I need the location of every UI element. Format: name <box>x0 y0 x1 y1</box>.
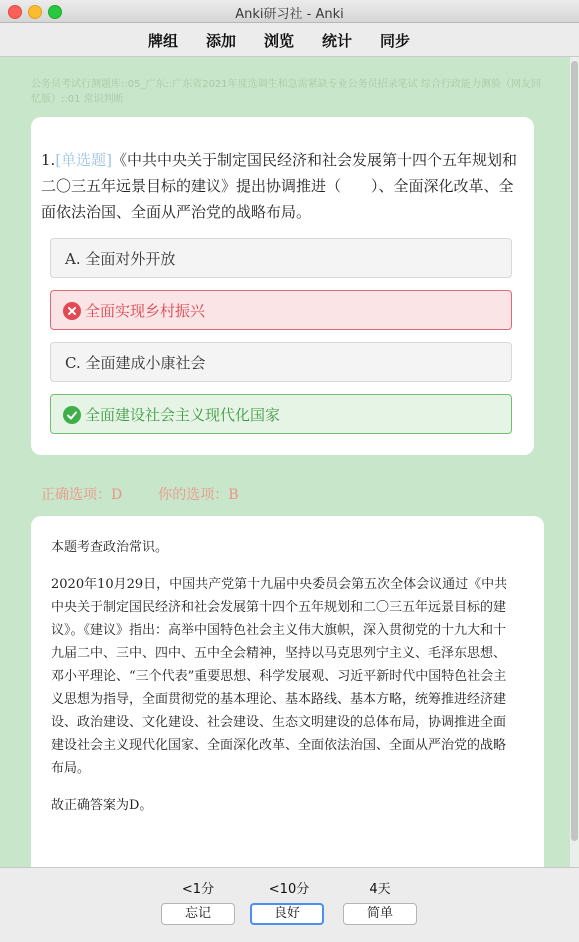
good-button[interactable]: 良好 <box>250 903 324 925</box>
good-interval: <10分 <box>268 882 310 897</box>
your-answer-label: 你的选项：B <box>158 487 239 503</box>
explanation-paragraph: 故正确答案为D。 <box>51 798 153 813</box>
answer-bar <box>0 867 579 942</box>
card-review-area <box>0 57 570 867</box>
question-type-badge: [单选题] <box>55 151 113 169</box>
vertical-scrollbar[interactable] <box>570 57 579 867</box>
explanation-text <box>51 536 517 831</box>
question-text: 《中共中央关于制定国民经济和社会发展第十四个五年规划和二〇三五年远景目标的建议》提出协调推进（ ）、全面深化改革、全面依法治国、全面从严治党的战略布局。 <box>41 151 518 221</box>
option-c-label: C. 全面建成小康社会 <box>65 354 206 372</box>
explanation-card <box>31 516 544 867</box>
option-d-label: 全面建设社会主义现代化国家 <box>85 406 281 424</box>
question-number: 1. <box>41 151 56 169</box>
deck-path: 公务员考试行测题库::05_广东::广东省2021年度选调生和急需紧缺专业公务员招录笔试 综合行政能力测验（网友回忆版）::01 常识判断 <box>31 79 541 105</box>
option-b-wrong[interactable] <box>50 290 512 330</box>
option-a[interactable] <box>50 238 512 278</box>
easy-interval: 4天 <box>369 882 391 897</box>
correct-answer-label: 正确选项：D <box>41 487 123 503</box>
option-a-label: A. 全面对外开放 <box>65 250 176 268</box>
toolbar-sync-button[interactable]: 同步 <box>380 32 411 50</box>
window-titlebar <box>0 0 579 23</box>
window-title: Anki研习社 - Anki <box>235 7 344 22</box>
option-b-label: 全面实现乡村振兴 <box>85 302 206 320</box>
toolbar-decks-button[interactable]: 牌组 <box>148 32 179 50</box>
explanation-paragraph: 本题考查政治常识。 <box>51 540 169 555</box>
check-circle-icon <box>63 406 81 424</box>
x-circle-icon <box>63 302 81 320</box>
question-card <box>31 117 534 455</box>
toolbar-browse-button[interactable]: 浏览 <box>264 32 295 50</box>
easy-button[interactable]: 简单 <box>343 903 417 925</box>
question-text-block <box>41 147 526 225</box>
again-button[interactable]: 忘记 <box>161 903 235 925</box>
answer-summary <box>41 484 275 504</box>
option-d-correct[interactable] <box>50 394 512 434</box>
again-interval: <1分 <box>181 882 215 897</box>
scrollbar-thumb[interactable] <box>571 61 578 841</box>
toolbar-stats-button[interactable]: 统计 <box>322 32 353 50</box>
main-toolbar <box>0 23 579 57</box>
option-c[interactable] <box>50 342 512 382</box>
explanation-paragraph: 2020年10月29日，中国共产党第十九届中央委员会第五次全体会议通过《中共中央关于制定国民经济和社会发展第十四个五年规划和二〇三五年远景目标的建议》。《建议》指出：高举中国特色社会主义伟大旗帜，深入贯彻党的十九大和十九届二中、三中、四中、五中全会精神，坚持以马克思列宁主义、毛泽东思想、邓小平理论、“三个代表”重要思想、科学发展观、习近平新时代中国特色社会主义思想为指导，全面贯彻党的基本理论、基本路线、基本方略，统筹推进经济建设、政治建设、文化建设、社会建设、生态文明建设的总体布局，协调推进全面建设社会主义现代化国家、全面深化改革、全面依法治国、全面从严治党的战略布局。 <box>51 577 508 776</box>
toolbar-add-button[interactable]: 添加 <box>206 32 237 50</box>
